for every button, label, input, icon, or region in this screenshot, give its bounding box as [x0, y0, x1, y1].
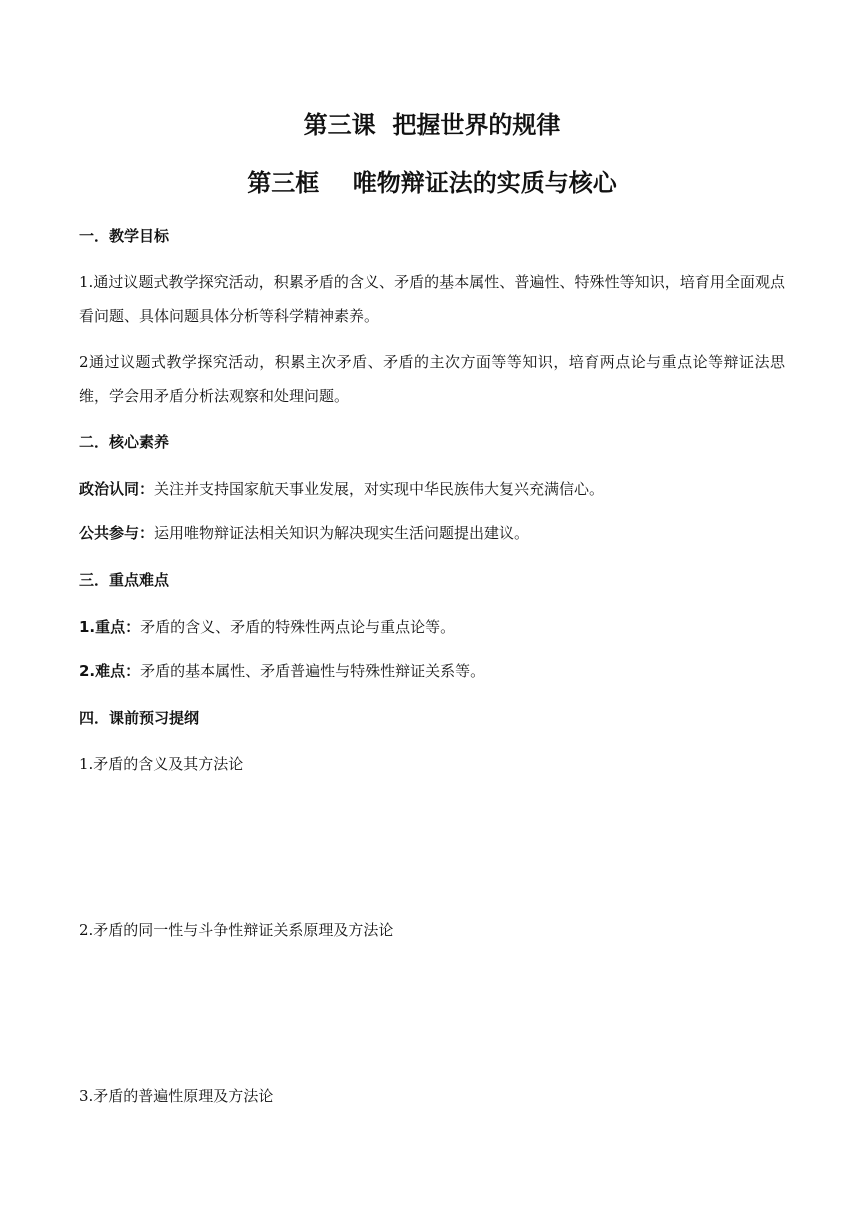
keypoint-item-focus [79, 617, 455, 637]
section-heading-keypoints: 三．重点难点 [79, 571, 170, 589]
literacy-item-lead: 政治认同： [79, 480, 155, 498]
literacy-item-public [79, 523, 529, 543]
keypoint-item-text: 矛盾的基本属性、矛盾普遍性与特殊性辩证关系等。 [140, 662, 486, 680]
section-heading-literacy: 二．核心素养 [79, 433, 170, 451]
preview-item-1: 1.矛盾的含义及其方法论 [79, 755, 244, 773]
literacy-item-text: 关注并支持国家航天事业发展，对实现中华民族伟大复兴充满信心。 [154, 480, 605, 498]
section-heading-preview: 四．课前预习提纲 [79, 709, 200, 727]
objective-item-2: 2通过议题式教学探究活动，积累主次矛盾、矛盾的主次方面等等知识，培育两点论与重点论等辩证法思维，学会用矛盾分析法观察和处理问题。 [79, 353, 785, 405]
keypoint-item-lead: 1.重点： [79, 618, 141, 636]
keypoint-item-text: 矛盾的含义、矛盾的特殊性两点论与重点论等。 [140, 618, 456, 636]
keypoint-item-lead: 2.难点： [79, 662, 141, 680]
literacy-item-text: 运用唯物辩证法相关知识为解决现实生活问题提出建议。 [154, 524, 530, 542]
lesson-title: 第三课 把握世界的规律 [303, 111, 561, 139]
preview-item-3: 3.矛盾的普遍性原理及方法论 [79, 1087, 274, 1105]
objective-item-1: 1.通过议题式教学探究活动，积累矛盾的含义、矛盾的基本属性、普遍性、特殊性等知识，培育用全面观点看问题、具体问题具体分析等科学精神素养。 [79, 273, 785, 325]
section-heading-objectives: 一．教学目标 [79, 227, 170, 245]
keypoint-item-difficulty [79, 661, 485, 681]
literacy-item-lead: 公共参与： [79, 524, 155, 542]
literacy-item-political [79, 479, 604, 499]
frame-title: 第三框 唯物辩证法的实质与核心 [247, 169, 617, 197]
preview-item-2: 2.矛盾的同一性与斗争性辩证关系原理及方法论 [79, 921, 394, 939]
